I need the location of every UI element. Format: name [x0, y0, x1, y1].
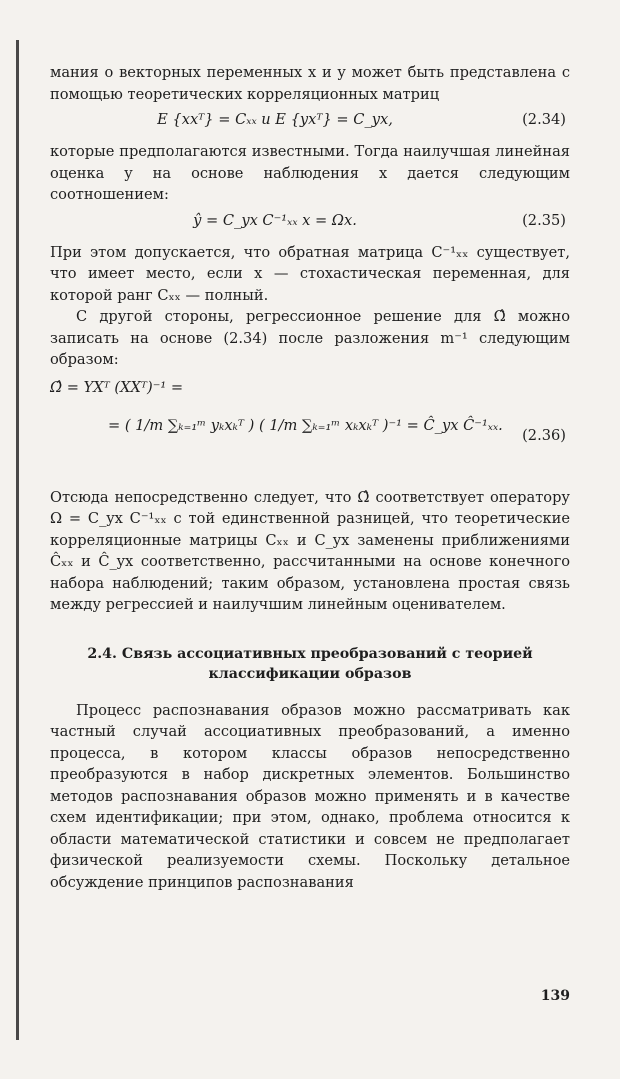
equation-2-35: [50, 210, 570, 236]
paragraph-5: Отсюда непосредственно следует, что Ω̂ соответствует оператору Ω = C_yx C⁻¹ₓₓ с той единственной разницей, что теоретические корреляционные матрицы Cₓₓ и C_yx заменены приближениями Ĉₓₓ и Ĉ_yx соответственно, рассчитанными на основе конечного набора наблюдений; таким образом, установлена простая связь между регрессией и наилучшим линейным оценивателем.: [50, 488, 570, 613]
page-content: [50, 62, 570, 893]
page-number: 139: [540, 988, 570, 1004]
equation-2-34: [50, 109, 570, 135]
equation-body: ŷ = C_yx C⁻¹ₓₓ x = Ωx.: [193, 211, 357, 229]
section-heading: 2.4. Связь ассоциативных преобразований с теорией классификации образов: [87, 645, 533, 682]
paragraph-4: С другой стороны, регрессионное решение для Ω̂ можно записать на основе (2.34) после разложения m⁻¹ следующим образом:: [50, 308, 570, 368]
paragraph-2: которые предполагаются известными. Тогда наилучшая линейная оценка y на основе наблюдения x дается следующим соотношением:: [50, 143, 570, 203]
paragraph-1: мания о векторных переменных x и y может быть представлена с помощью теоретических корреляционных матриц: [50, 64, 570, 103]
paragraph-6: Процесс распознавания образов можно рассматривать как частный случай ассоциативных преобразований, а именно процесса, в котором классы образов непосредственно преобразуются в набор дискретных элементов. Большинство методов распознавания образов можно применять и в качестве схем идентификации; при этом, однако, проблема относится к области математической статистики и совсем не предполагает физической реализуемости схемы. Поскольку детальное обсуждение принципов распознавания: [50, 701, 570, 891]
equation-number: (2.34): [522, 111, 566, 128]
equation-line-2: = ( 1/m ∑ₖ₌₁ᵐ yₖxₖᵀ ) ( 1/m ∑ₖ₌₁ᵐ xₖxₖᵀ )⁻¹ = Ĉ_yx Ĉ⁻¹ₓₓ.: [108, 416, 503, 434]
equation-2-36: [50, 377, 570, 477]
equation-body: E {xxᵀ} = Cₓₓ и E {yxᵀ} = C_yx,: [157, 111, 393, 128]
page-binding-edge: [16, 40, 19, 1040]
equation-number: (2.35): [522, 211, 566, 229]
equation-number: (2.36): [522, 426, 566, 444]
paragraph-3: При этом допускается, что обратная матрица C⁻¹ₓₓ существует, что имеет место, если x — стохастическая переменная, для которой ранг Cₓₓ — полный.: [50, 243, 570, 304]
equation-line-1: Ω̂ = YXᵀ (XXᵀ)⁻¹ =: [50, 378, 184, 396]
